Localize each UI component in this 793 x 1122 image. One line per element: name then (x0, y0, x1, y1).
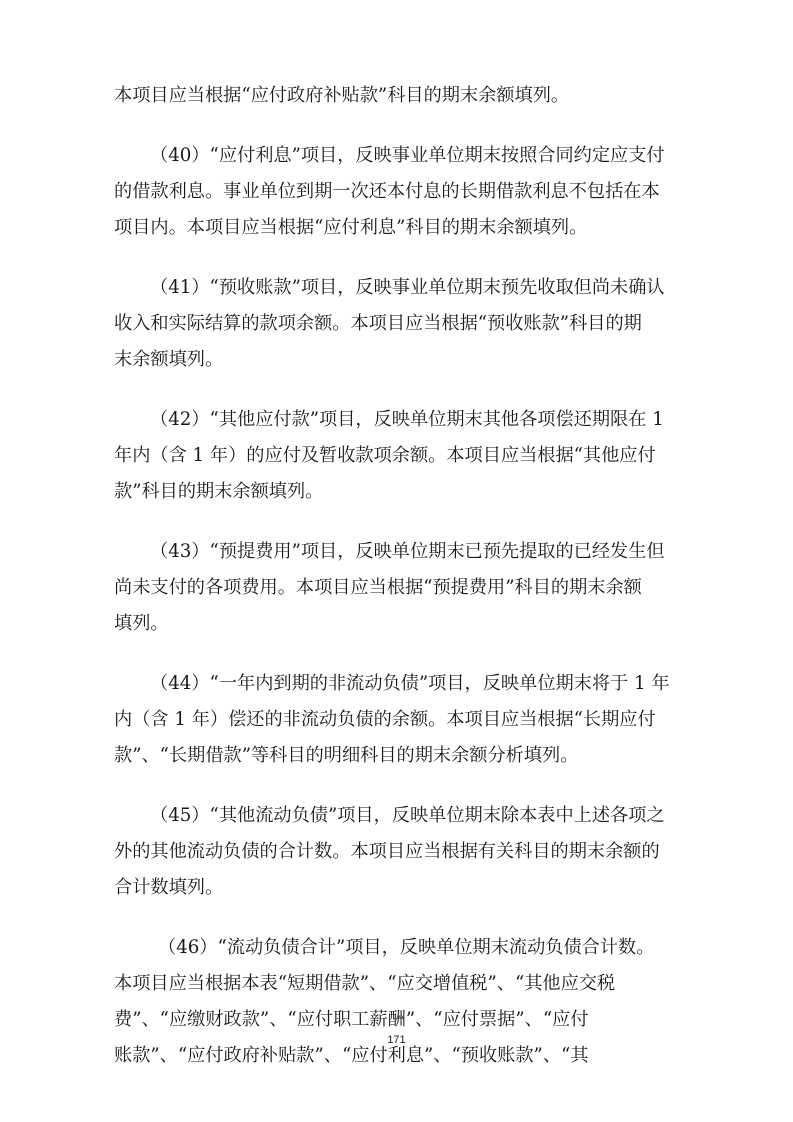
paragraph-45-line-1: （45）“其他流动负债”项目，反映单位期末除本表中上述各项之 (150, 805, 665, 826)
page-number: 171 (387, 1034, 406, 1046)
paragraph-40-line-3: 项目内。本项目应当根据“应付利息”科目的期末余额填列。 (114, 217, 588, 238)
paragraph-39-tail-line-1: 本项目应当根据“应付政府补贴款”科目的期末余额填列。 (114, 85, 570, 106)
paragraph-45-line-3: 合计数填列。 (114, 877, 224, 898)
paragraph-46-line-4: 账款”、“应付政府补贴款”、“应付利息”、“预收账款”、“其 (114, 1045, 589, 1066)
paragraph-46-line-1: （46）“流动负债合计”项目，反映单位期末流动负债合计数。 (158, 937, 655, 958)
paragraph-41-line-1: （41）“预收账款”项目，反映事业单位期末预先收取但尚未确认 (150, 277, 665, 298)
paragraph-42-line-1: （42）“其他应付款”项目，反映单位期末其他各项偿还期限在 1 (150, 409, 664, 430)
paragraph-44-line-3: 款”、“长期借款”等科目的明细科目的期末余额分析填列。 (114, 745, 579, 766)
paragraph-41-line-3: 末余额填列。 (114, 349, 224, 370)
paragraph-43-line-3: 填列。 (114, 613, 169, 634)
paragraph-43-line-1: （43）“预提费用”项目，反映单位期末已预先提取的已经发生但 (150, 541, 665, 562)
paragraph-42-line-3: 款”科目的期末余额填列。 (114, 481, 324, 502)
paragraph-42-line-2: 年内（含 1 年）的应付及暂收款项余额。本项目应当根据“其他应付 (114, 445, 656, 466)
paragraph-44-line-1: （44）“一年内到期的非流动负债”项目，反映单位期末将于 1 年 (150, 673, 670, 694)
paragraph-46-line-3: 费”、“应缴财政款”、“应付职工薪酬”、“应付票据”、“应付 (114, 1009, 589, 1030)
paragraph-43-line-2: 尚未支付的各项费用。本项目应当根据“预提费用”科目的期末余额 (114, 577, 642, 598)
document-body (114, 84, 686, 1080)
paragraph-45-line-2: 外的其他流动负债的合计数。本项目应当根据有关科目的期末余额的 (114, 841, 660, 862)
paragraph-46-line-2: 本项目应当根据本表“短期借款”、“应交增值税”、“其他应交税 (114, 973, 616, 994)
paragraph-40-line-1: （40）“应付利息”项目，反映事业单位期末按照合同约定应支付 (150, 145, 665, 166)
paragraph-40-line-2: 的借款利息。事业单位到期一次还本付息的长期借款利息不包括在本 (114, 181, 660, 202)
paragraph-44-line-2: 内（含 1 年）偿还的非流动负债的余额。本项目应当根据“长期应付 (114, 709, 656, 730)
paragraph-41-line-2: 收入和实际结算的款项余额。本项目应当根据“预收账款”科目的期 (114, 313, 642, 334)
